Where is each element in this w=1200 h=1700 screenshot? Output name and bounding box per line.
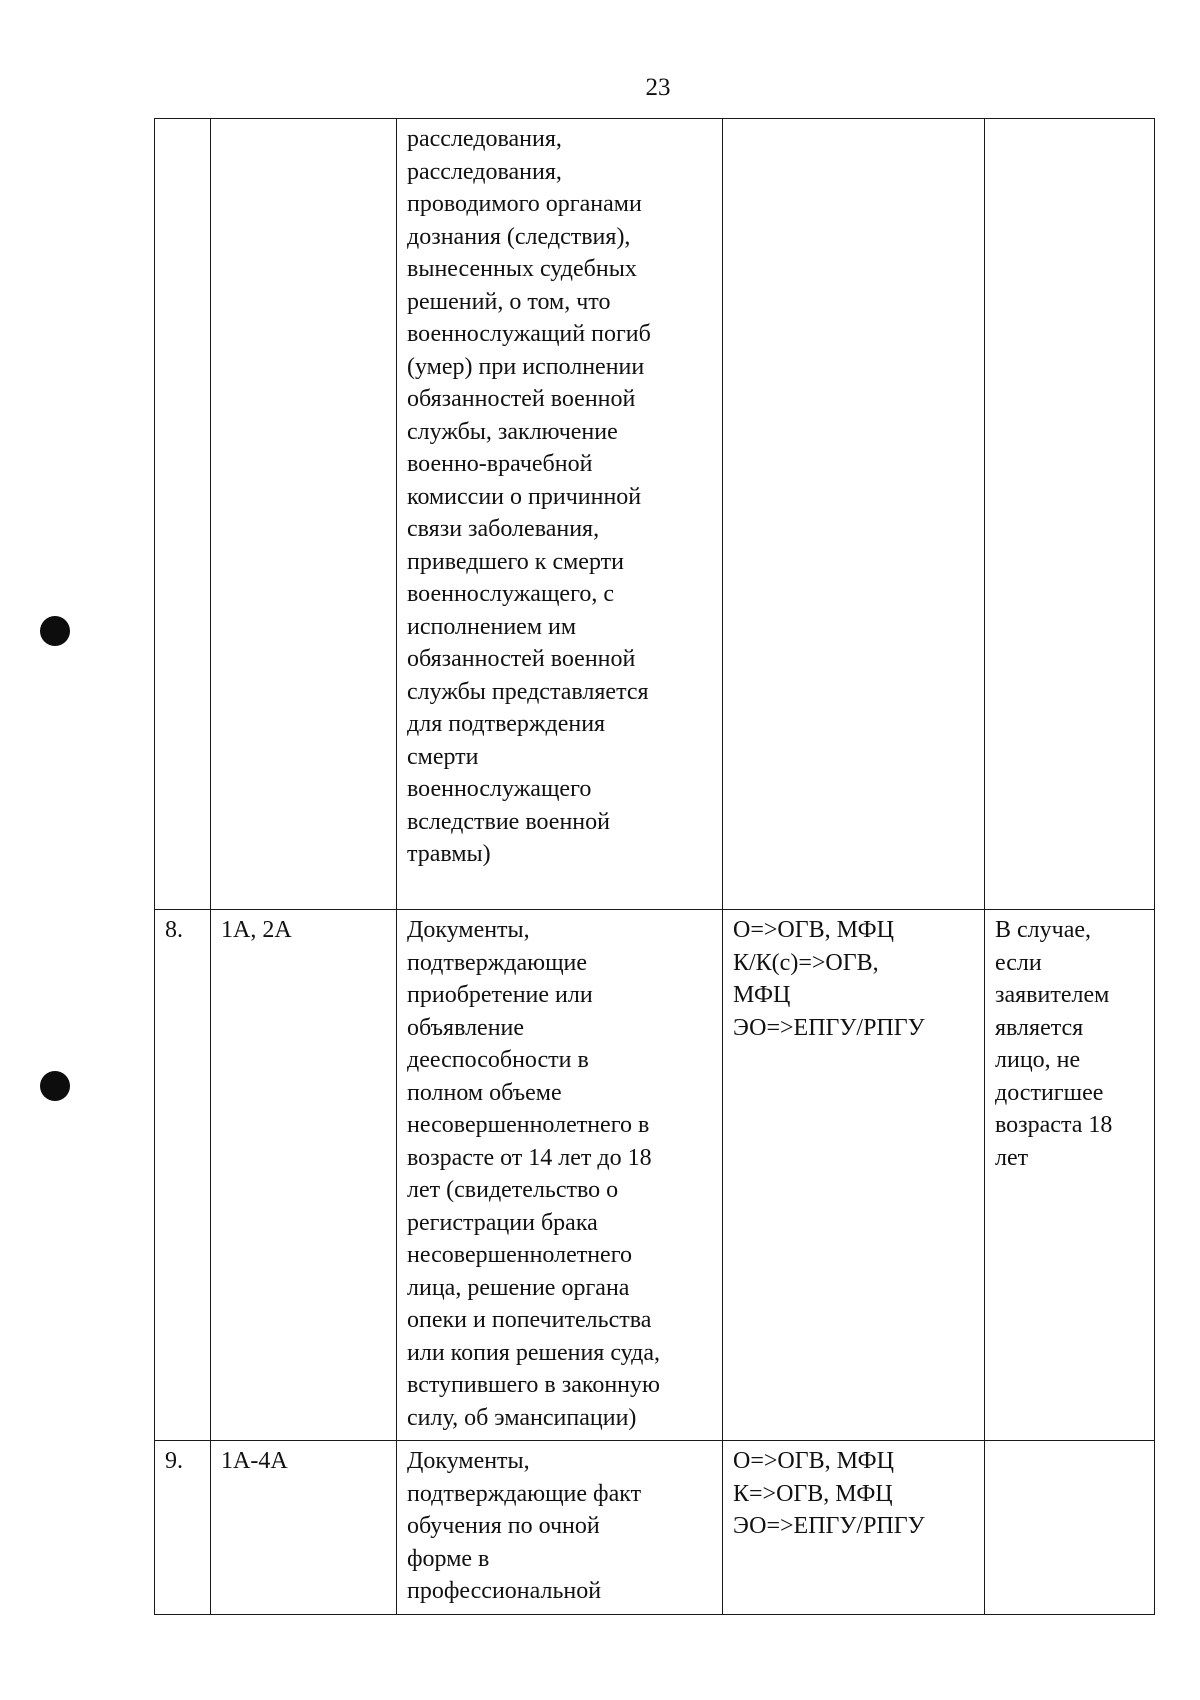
- documents-table: [154, 118, 1155, 1615]
- row-number-cell: [155, 119, 211, 910]
- category-code-cell: [211, 1441, 397, 1615]
- submission-method-cell: [723, 119, 985, 910]
- category-code-cell: [211, 119, 397, 910]
- row-number: 8.: [165, 917, 183, 943]
- submission-method-cell: [723, 1441, 985, 1615]
- page-number: 23: [645, 74, 671, 101]
- submission-method-cell: [723, 910, 985, 1441]
- category-code: 1А, 2А: [221, 917, 292, 943]
- punch-hole-bottom: [40, 1071, 70, 1101]
- table-row: [155, 910, 1155, 1441]
- documents-cell: [397, 910, 723, 1441]
- documents-text: Документы, подтверждающие факт обучения по очной форме в профессиональной: [407, 1448, 642, 1604]
- documents-text: расследования, расследования, проводимого органами дознания (следствия), вынесенных судебных решений, о том, что военнослужащий погиб (умер) при исполнении обязанностей военной службы, заключение военно-врачебной комиссии о причинной связи заболевания, приведшего к смерти военнослужащего, с исполнением им обязанностей военной службы представляется для подтверждения смерти военнослужащего вследствие военной травмы): [407, 126, 651, 867]
- table-row: [155, 1441, 1155, 1615]
- submission-method: О=>ОГВ, МФЦ К/К(с)=>ОГВ, МФЦ ЭО=>ЕПГУ/РПГУ: [733, 917, 925, 1041]
- documents-text: Документы, подтверждающие приобретение или объявление дееспособности в полном объеме несовершеннолетнего в возрасте от 14 лет до 18 лет (свидетельство о регистрации брака несовершеннолетнего лица, решение органа опеки и попечительства или копия решения суда, вступившего в законную силу, об эмансипации): [407, 917, 661, 1431]
- punch-hole-top: [40, 616, 70, 646]
- category-code: 1А-4А: [221, 1448, 288, 1474]
- table-row: [155, 119, 1155, 910]
- row-number-cell: [155, 1441, 211, 1615]
- category-code-cell: [211, 910, 397, 1441]
- row-number-cell: [155, 910, 211, 1441]
- submission-method: О=>ОГВ, МФЦ К=>ОГВ, МФЦ ЭО=>ЕПГУ/РПГУ: [733, 1448, 925, 1539]
- documents-cell: [397, 1441, 723, 1615]
- note-cell: [985, 119, 1155, 910]
- row-number: 9.: [165, 1448, 183, 1474]
- note-cell: [985, 910, 1155, 1441]
- note-cell: [985, 1441, 1155, 1615]
- documents-cell: [397, 119, 723, 910]
- note-text: В случае, если заявителем является лицо, не достигшее возраста 18 лет: [995, 917, 1113, 1171]
